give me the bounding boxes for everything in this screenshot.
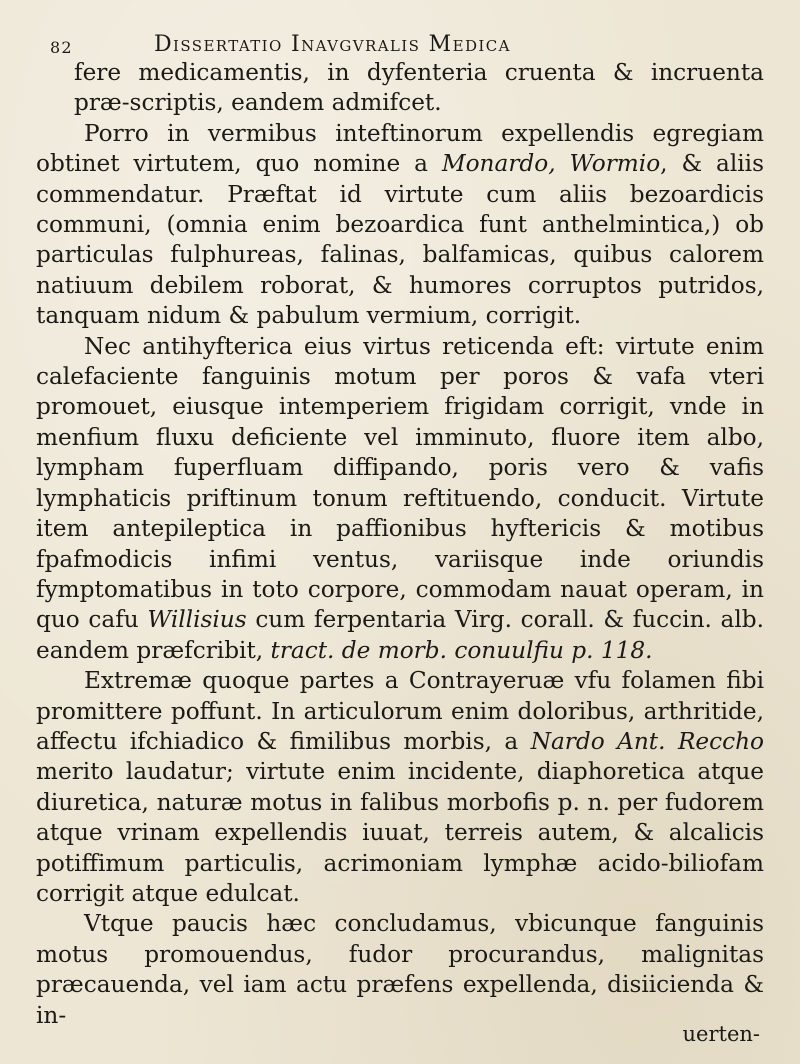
paragraph — [36, 666, 764, 909]
text-run: fere medicamentis, in dyfenteria cruenta & incruenta præ-scriptis, eandem admifcet. — [74, 59, 764, 117]
paragraph — [36, 332, 764, 666]
paragraph — [36, 119, 764, 332]
italic-reference: Monardo, Wormio — [441, 150, 661, 178]
text-run: Vtque paucis hæc concludamus, vbicunque fanguinis motus promouendus, fudor procurandus, malignitas præcauenda, vel iam actu præfens expellenda, disiicienda & in- — [36, 910, 764, 1029]
text-run: Porro in vermibus inteftinorum expellendis egregiam obtinet virtutem, quo nomine a — [36, 119, 764, 178]
text-run: merito laudatur; virtute enim incidente, diaphoretica atque diuretica, naturæ motus in falibus morbofis p. n. per fudorem atque vrinam expellendis iuuat, terreis autem, & alcalicis potiffimum particulis, acrimoniam lymphæ acido-biliofam corrigit atque edulcat. — [36, 758, 764, 907]
text-run: Extremæ quoque partes a Contrayeruæ vfu folamen fibi promittere poffunt. In articulorum enim doloribus, arthritide, affectu ifchiadico & fimilibus morbis, a — [36, 667, 764, 755]
italic-reference: Nardo Ant. Reccho — [530, 727, 764, 755]
text-run: , & aliis commendatur. Præftat id virtute cum aliis bezoardicis communi, (omnia enim bezoardica funt anthelmintica,) ob particulas fulphureas, falinas, balfamicas, quibus calorem natiuum debilem roborat, & humores corruptos putridos, tanquam nidum & pabulum vermium, corrigit. — [36, 150, 764, 330]
paragraph — [36, 909, 764, 1031]
body-text — [36, 58, 764, 1031]
running-title: Dissertatio Inavgvralis Medica — [154, 32, 511, 57]
page-header — [36, 18, 764, 58]
page-number: 82 — [50, 38, 73, 57]
catchword: uerten- — [682, 1022, 760, 1046]
italic-reference: Willisius — [147, 606, 247, 634]
italic-reference: tract. de morb. conuulfiu p. 118. — [270, 636, 653, 664]
paragraph — [36, 58, 764, 119]
text-run: cum ferpentaria Virg. corall. & fuccin. alb. eandem præfcribit, — [36, 606, 764, 664]
text-run: Nec antihyfterica eius virtus reticenda eft: virtute enim calefaciente fanguinis motum per poros & vafa vteri promouet, eiusque intemperiem frigidam corrigit, vnde in menfium fluxu deficiente vel imminuto, fluore item albo, lympham fuperfluam diffipando, poris vero & vafis lymphaticis priftinum tonum reftituendo, conducit. Virtute item antepileptica in paffionibus hyftericis & motibus fpafmodicis infimi ventus, variisque inde oriundis fymptomatibus in toto corpore, commodam nauat operam, in quo cafu — [36, 332, 764, 634]
